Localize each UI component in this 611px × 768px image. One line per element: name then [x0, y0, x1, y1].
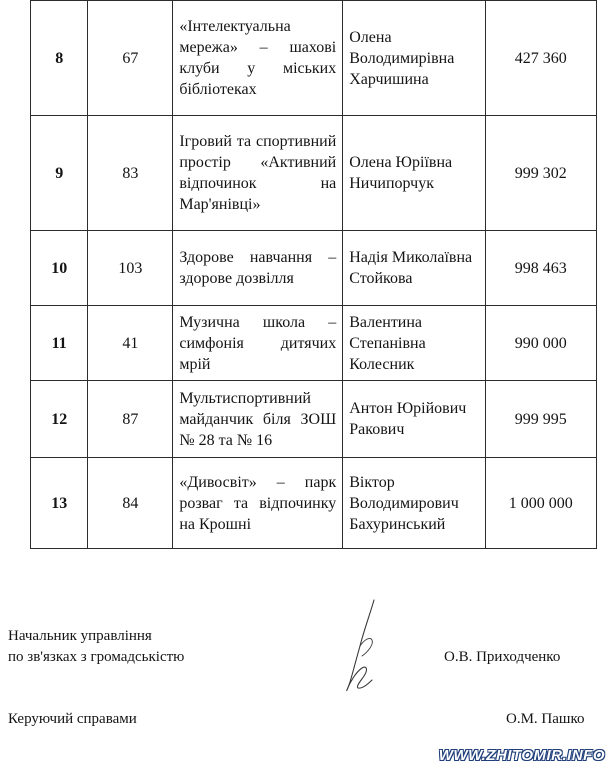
project-amount: 999 995	[485, 381, 596, 458]
signatory-name-1: О.В. Приходченко	[444, 649, 561, 665]
project-title: «Інтелектуальна мережа» – шахові клуби у міських бібліотеках	[173, 1, 343, 116]
projects-table	[30, 0, 597, 549]
project-amount: 998 463	[485, 231, 596, 306]
project-title: Музична школа – симфонія дитячих мрій	[173, 306, 343, 381]
table-row	[31, 458, 597, 549]
row-number: 10	[31, 231, 88, 306]
project-author: Надія Миколаївна Стойкова	[343, 231, 485, 306]
row-number: 12	[31, 381, 88, 458]
registration-number: 41	[88, 306, 173, 381]
project-amount: 999 302	[485, 116, 596, 231]
table-row	[31, 116, 597, 231]
registration-number: 83	[88, 116, 173, 231]
project-title: Ігровий та спортивний простір «Активний відпочинок на Мар'янівці»	[173, 116, 343, 231]
registration-number: 84	[88, 458, 173, 549]
project-amount: 1 000 000	[485, 458, 596, 549]
handwritten-signature	[320, 596, 400, 704]
row-number: 11	[31, 306, 88, 381]
row-number: 9	[31, 116, 88, 231]
registration-number: 67	[88, 1, 173, 116]
signatory-name-2: О.М. Пашко	[506, 711, 585, 727]
project-amount: 427 360	[485, 1, 596, 116]
project-title: Здорове навчання – здорове дозвілля	[173, 231, 343, 306]
project-title: Мультиспортивний майданчик біля ЗОШ № 28 та № 16	[173, 381, 343, 458]
table-row	[31, 231, 597, 306]
project-author: Антон Юрійович Ракович	[343, 381, 485, 458]
position-title-2: Керуючий справами	[8, 711, 137, 727]
row-number: 8	[31, 1, 88, 116]
table-row	[31, 306, 597, 381]
registration-number: 87	[88, 381, 173, 458]
project-author: Валентина Степанівна Колесник	[343, 306, 485, 381]
position-title-1: Начальник управління	[8, 628, 152, 644]
project-author: Олена Володимирівна Харчишина	[343, 1, 485, 116]
site-watermark: WWW.ZHITOMIR.INFO	[438, 747, 605, 764]
project-title: «Дивосвіт» – парк розваг та відпочинку на Крошні	[173, 458, 343, 549]
project-amount: 990 000	[485, 306, 596, 381]
registration-number: 103	[88, 231, 173, 306]
row-number: 13	[31, 458, 88, 549]
position-title-1-continued: по зв'язках з громадськістю	[8, 649, 185, 665]
project-author: Олена Юріївна Ничипорчук	[343, 116, 485, 231]
table-row	[31, 381, 597, 458]
table-row	[31, 1, 597, 116]
project-author: Віктор Володимирович Бахуринський	[343, 458, 485, 549]
